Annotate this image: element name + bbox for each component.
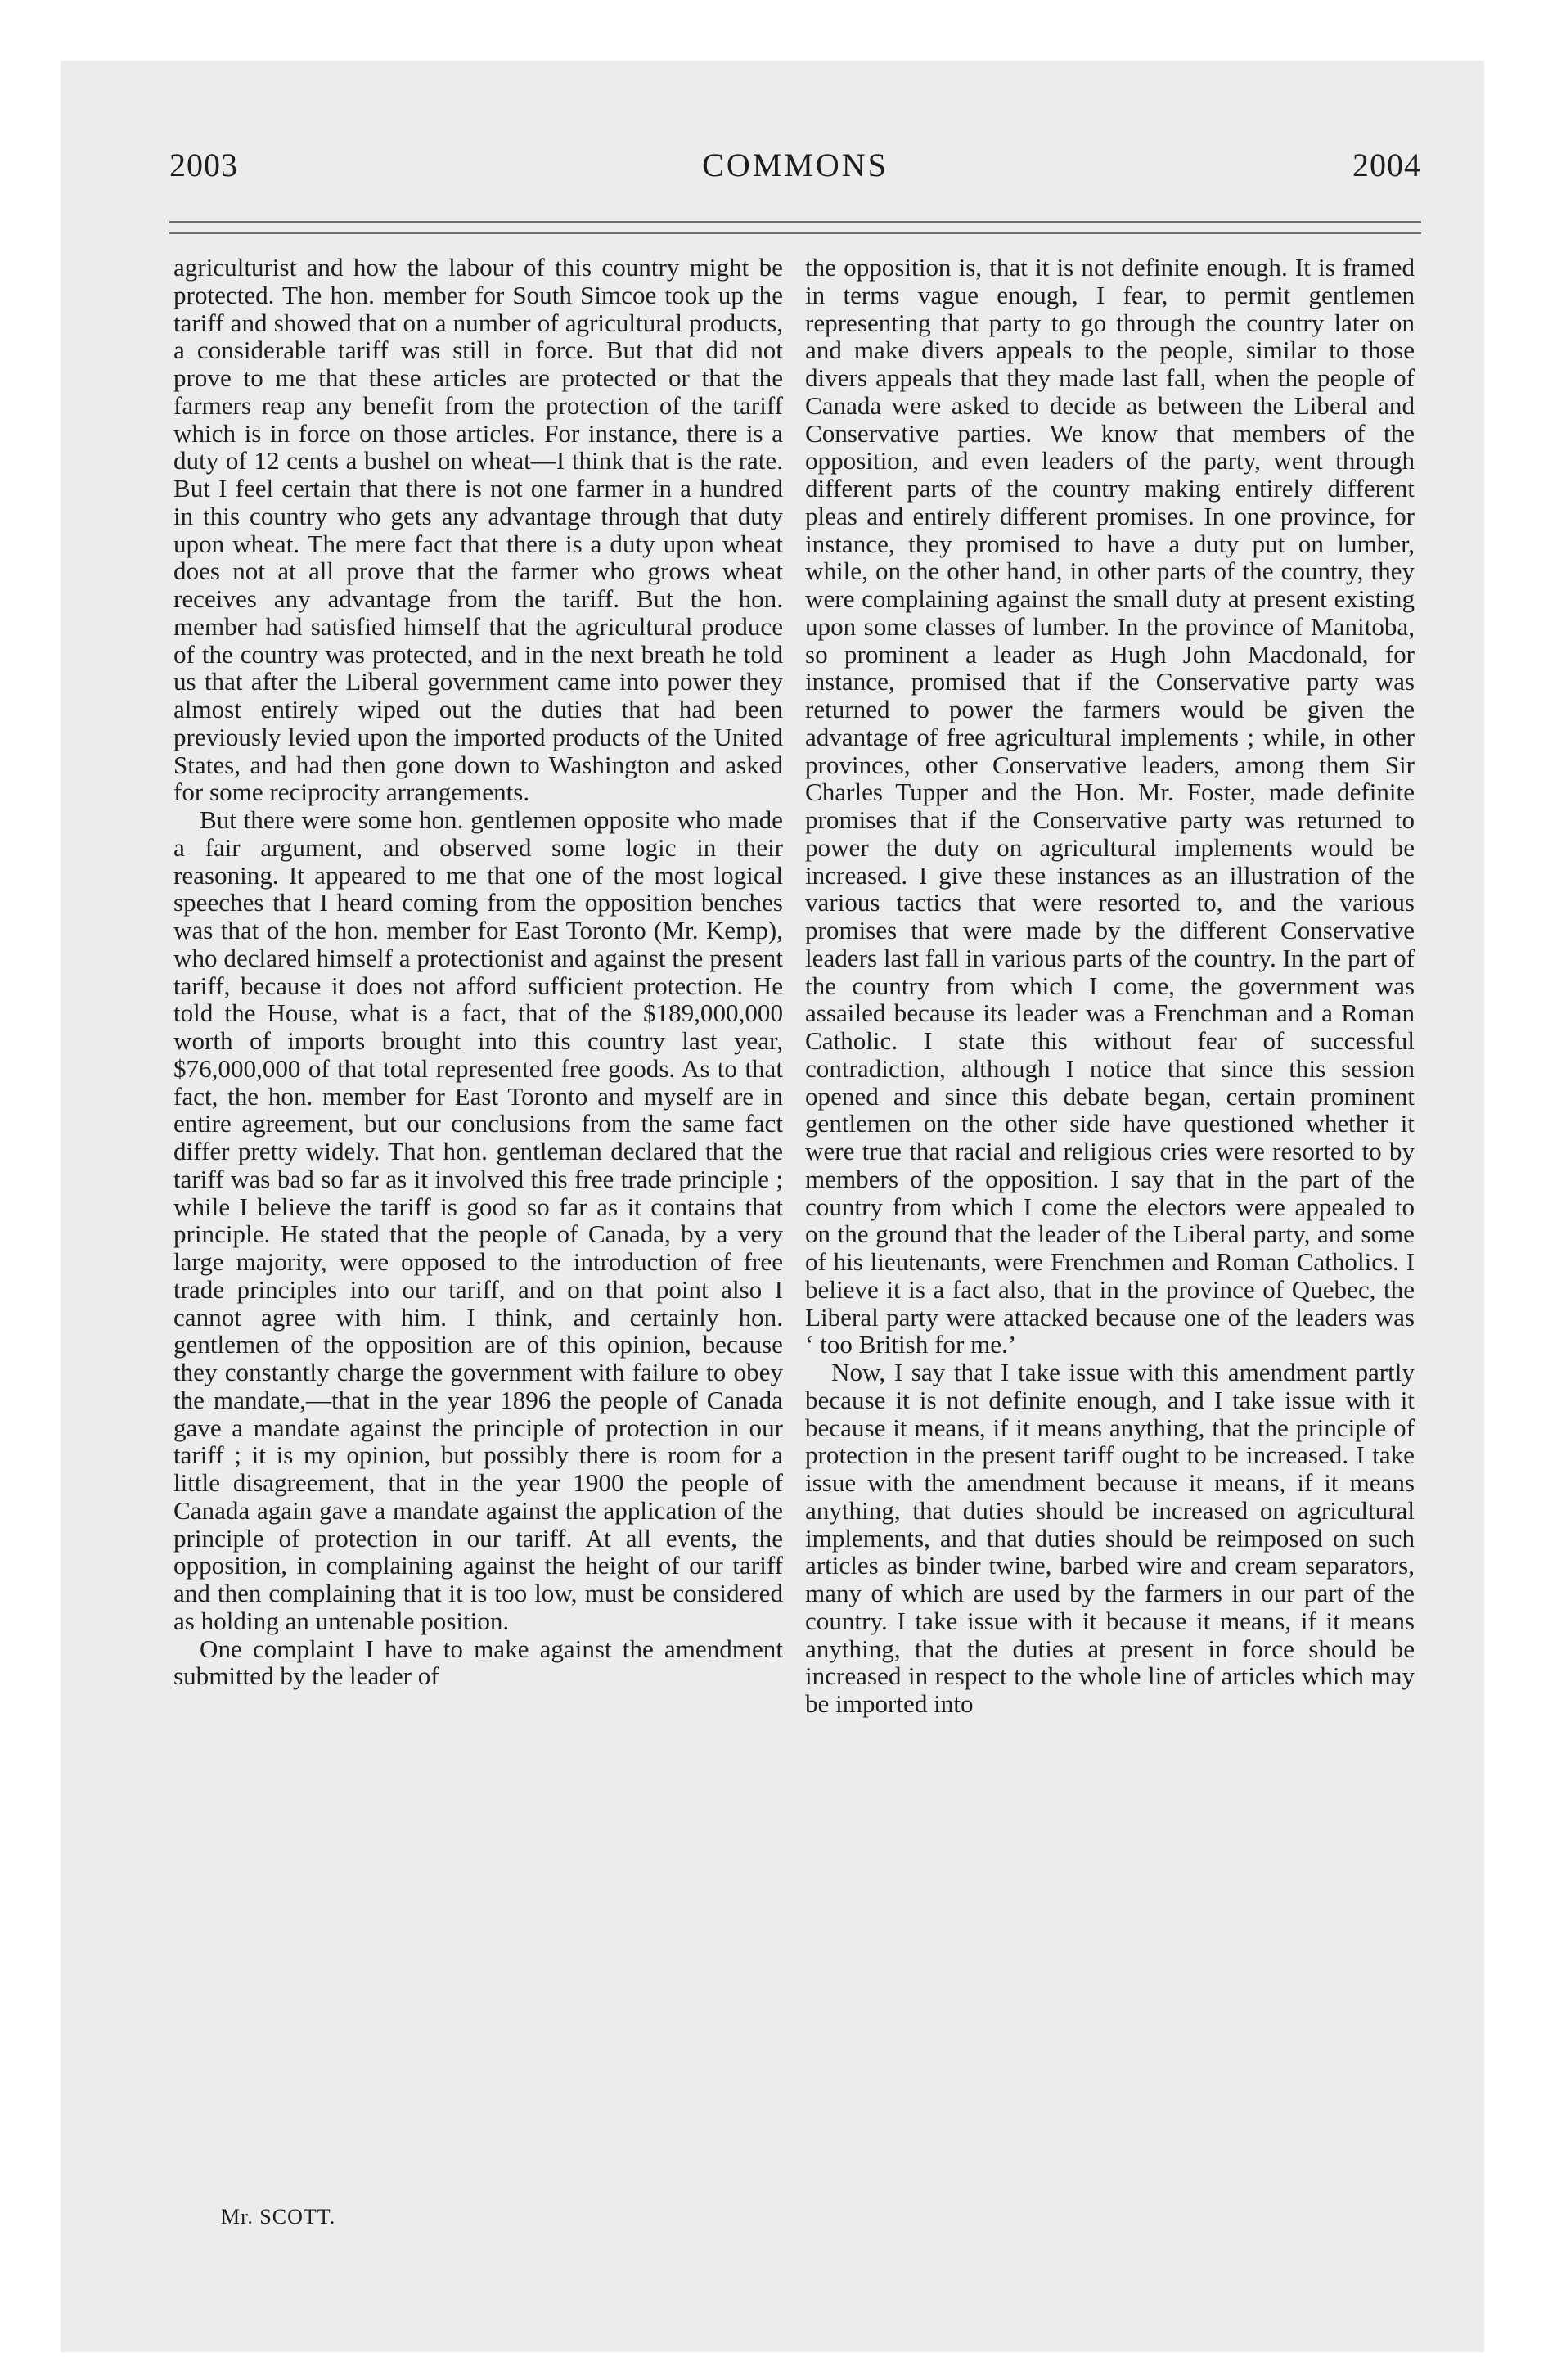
footer-speaker: Mr. SCOTT. xyxy=(221,2205,336,2229)
paragraph: One complaint I have to make against the amendment submitted by the leader of xyxy=(173,1634,783,1691)
running-title: COMMONS xyxy=(702,146,889,183)
page-number-left: 2003 xyxy=(169,146,238,183)
header-rule-top xyxy=(169,221,1421,223)
right-column xyxy=(805,254,1415,1718)
page-header xyxy=(169,146,1421,195)
paragraph: the opposition is, that it is not definite enough. It is framed in terms vague enough, I fear, to permit gentlemen representing that party to go through the country later on and make divers appeals to the people, similar to those divers appeals that they made last fall, when the people of Canada were asked to decide as between the Liberal and Conservative parties. We know that members of the opposition, and even leaders of the party, went through different parts of the country making entirely different pleas and entirely different promises. In one province, for instance, they promised to have a duty put on lumber, while, on the other hand, in other parts of the country, they were complaining against the small duty at present existing upon some classes of lumber. In the province of Manitoba, so prominent a leader as Hugh John Macdonald, for instance, promised that if the Conservative party was returned to power the farmers would be given the advantage of free agricultural implements ; while, in other provinces, other Conservative leaders, among them Sir Charles Tupper and the Hon. Mr. Foster, made definite promises that if the Conservative party was returned to power the duty on agricultural implements would be increased. I give these instances as an illustration of the various tactics that were resorted to, and the various promises that were made by the different Conservative leaders last fall in various parts of the country. In the part of the country from which I come, the government was assailed because its leader was a Frenchman and a Roman Catholic. I state this without fear of successful contradiction, although I notice that since this session opened and since this debate began, certain prominent gentlemen on the other side have questioned whether it were true that racial and religious cries were resorted to by members of the opposition. I say that in the part of the country from which I come the electors were appealed to on the ground that the leader of the Liberal party, and some of his lieutenants, were Frenchmen and Roman Catholics. I believe it is a fact also, that in the province of Quebec, the Liberal party were attacked because one of the leaders was ‘ too British for me.’ xyxy=(805,253,1415,1359)
header-rule-bottom xyxy=(169,232,1421,234)
page-number-right: 2004 xyxy=(1352,146,1421,183)
left-column xyxy=(173,254,783,1690)
paragraph: But there were some hon. gentlemen opposite who made a fair argument, and observed some logic in their reasoning. It appeared to me that one of the most logical speeches that I heard coming from the opposition benches was that of the hon. member for East Toronto (Mr. Kemp), who declared himself a protectionist and against the present tariff, because it does not afford sufficient protection. He told the House, what is a fact, that of the $189,000,000 worth of imports brought into this country last year, $76,000,000 of that total represented free goods. As to that fact, the hon. member for East Toronto and myself are in entire agreement, but our conclusions from the same fact differ pretty widely. That hon. gentleman declared that the tariff was bad so far as it involved this free trade principle ; while I believe the tariff is good so far as it contains that principle. He stated that the people of Canada, by a very large majority, were opposed to the introduction of free trade principles into our tariff, and on that point also I cannot agree with him. I think, and certainly hon. gentlemen of the opposition are of this opinion, because they constantly charge the government with failure to obey the mandate,—that in the year 1896 the people of Canada gave a mandate against the principle of protection in our tariff ; it is my opinion, but possibly there is room for a little disagreement, that in the year 1900 the people of Canada again gave a mandate against the application of the principle of protection in our tariff. At all events, the opposition, in complaining against the height of our tariff and then complaining that it is too low, must be considered as holding an untenable position. xyxy=(173,805,783,1635)
paragraph: agriculturist and how the labour of this country might be protected. The hon. member for South Simcoe took up the tariff and showed that on a number of agricultural products, a considerable tariff was still in force. But that did not prove to me that these articles are protected or that the farmers reap any benefit from the protection of the tariff which is in force on those articles. For instance, there is a duty of 12 cents a bushel on wheat—I think that is the rate. But I feel certain that there is not one farmer in a hundred in this country who gets any advantage through that duty upon wheat. The mere fact that there is a duty upon wheat does not at all prove that the farmer who grows wheat receives any advantage from the tariff. But the hon. member had satisfied himself that the agricultural produce of the country was protected, and in the next breath he told us that after the Liberal government came into power they almost entirely wiped out the duties that had been previously levied upon the imported products of the United States, and had then gone down to Washington and asked for some reciprocity arrangements. xyxy=(173,253,783,807)
paragraph: Now, I say that I take issue with this amendment partly because it is not definite enough, and I take issue with it because it means, if it means anything, that the principle of protection in the present tariff ought to be increased. I take issue with the amendment because it means, if it means anything, that duties should be increased on agricultural implements, and that duties should be reimposed on such articles as binder twine, barbed wire and cream separators, many of which are used by the farmers in our part of the country. I take issue with it because it means, if it means anything, that the duties at present in force should be increased in respect to the whole line of articles which may be imported into xyxy=(805,1358,1415,1718)
